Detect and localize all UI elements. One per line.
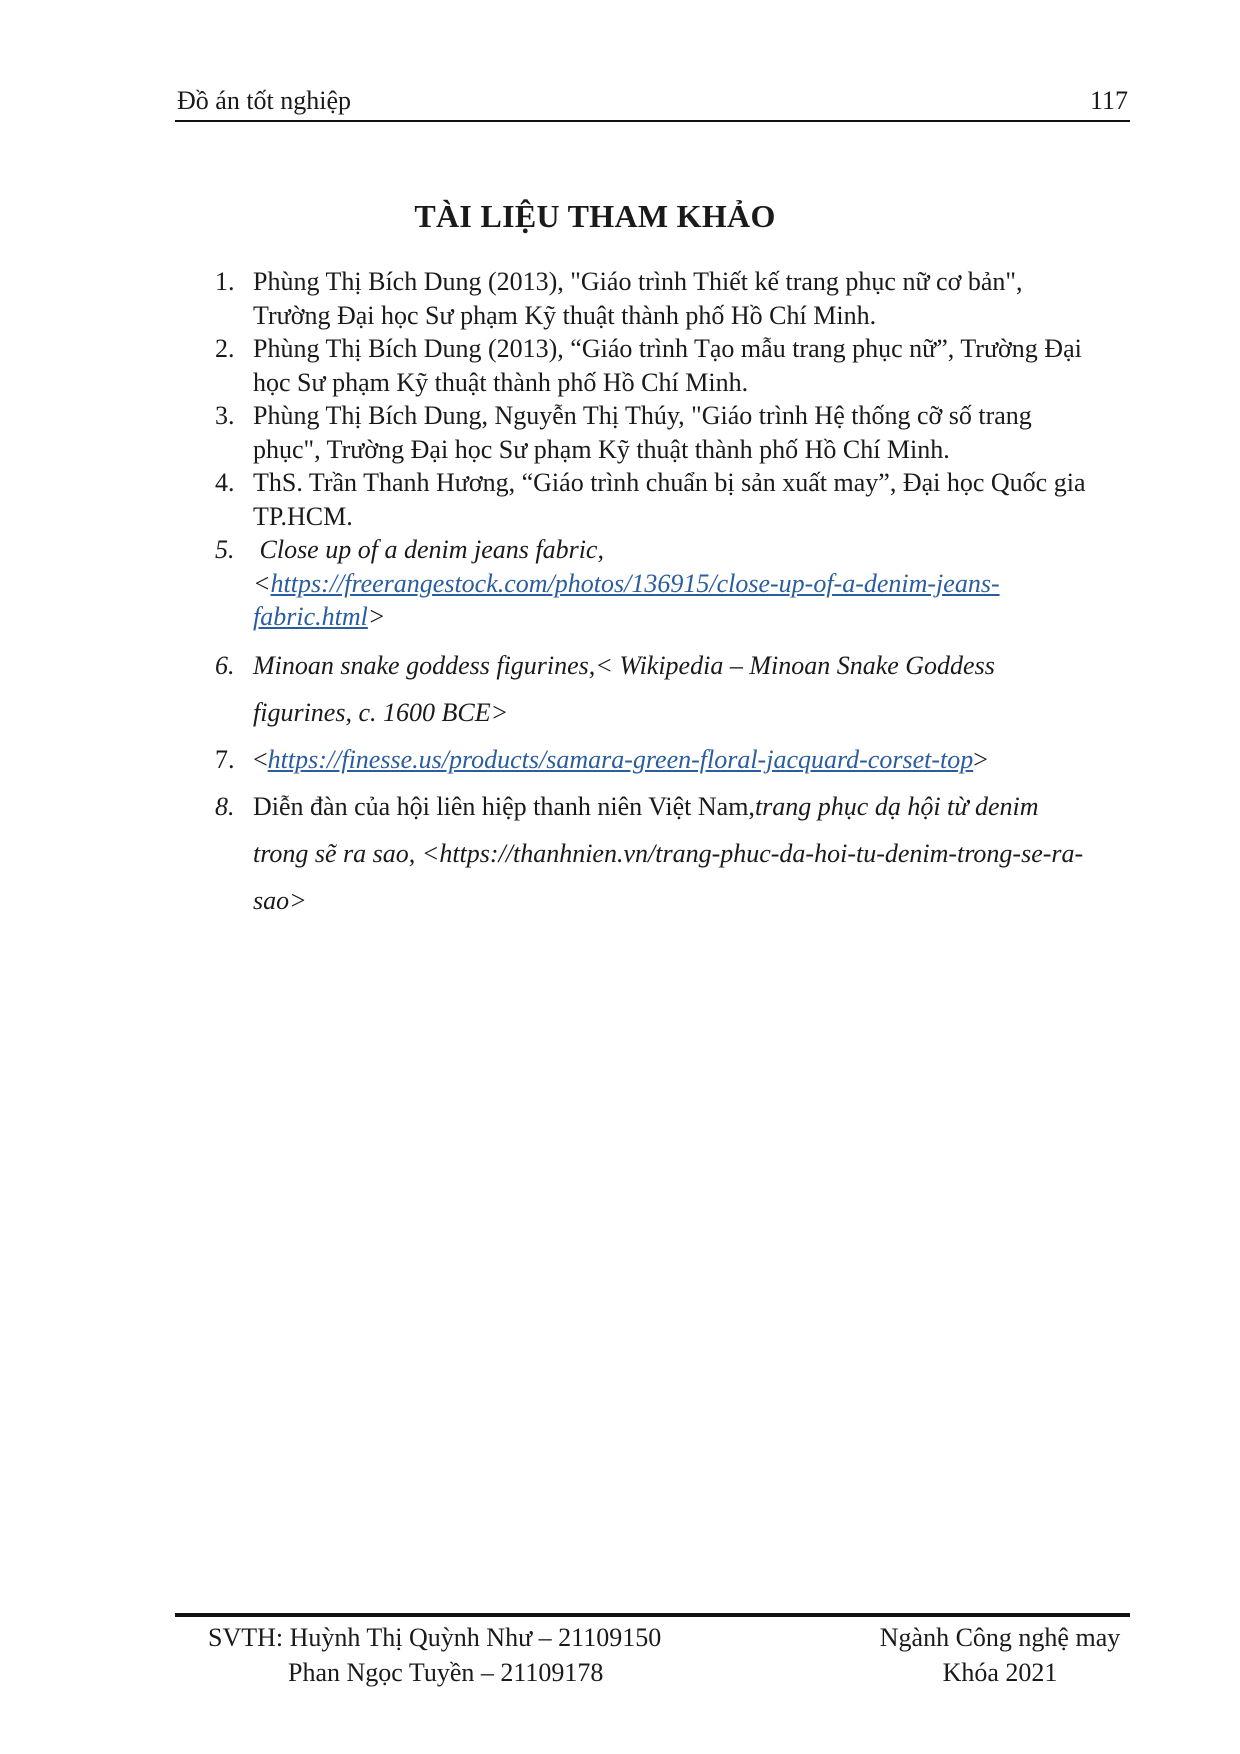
footer-major: Ngành Công nghệ may: [879, 1623, 1121, 1652]
reference-item-3: [175, 399, 1135, 466]
reference-item-2: [175, 332, 1135, 399]
reference-text-line: Minoan snake goddess figurines,< Wikipedia – Minoan Snake Goddess: [253, 650, 995, 680]
footer-program: [870, 1620, 1130, 1690]
reference-number: 3.: [215, 401, 235, 430]
reference-number: 8.: [215, 791, 235, 821]
reference-text-italic: trang phục dạ hội từ denim: [754, 791, 1039, 821]
reference-text-line: trong sẽ ra sao, <https://thanhnien.vn/trang-phuc-da-hoi-tu-denim-trong-se-ra-: [253, 838, 1084, 868]
page-title: TÀI LIỆU THAM KHẢO: [414, 198, 776, 234]
reference-link-line: [253, 567, 1135, 601]
reference-number: 4.: [215, 468, 235, 497]
reference-link-line: [253, 736, 1135, 783]
link-open-bracket: <: [253, 568, 271, 598]
reference-text-line: [253, 783, 1135, 830]
link-open-bracket: <: [253, 744, 268, 774]
reference-item-5: [175, 533, 1135, 634]
reference-text-plain: Diễn đàn của hội liên hiệp thanh niên Việt Nam,: [253, 791, 755, 821]
reference-link-continuation[interactable]: fabric.html: [253, 602, 368, 631]
reference-text-line: TP.HCM.: [253, 501, 353, 531]
reference-list: [175, 265, 1135, 924]
reference-item-1: [175, 265, 1135, 332]
reference-link-line: [253, 600, 1135, 634]
reference-link[interactable]: https://freerangestock.com/photos/136915/close-up-of-a-denim-jeans-: [270, 568, 1000, 598]
reference-number: 2.: [215, 334, 235, 363]
link-close-bracket: >: [367, 602, 386, 631]
reference-text-line: Phùng Thị Bích Dung (2013), “Giáo trình Tạo mẫu trang phục nữ”, Trường Đại: [253, 334, 1082, 363]
reference-text-line: sao>: [253, 885, 307, 915]
reference-text-line: Trường Đại học Sư phạm Kỹ thuật thành phố Hồ Chí Minh.: [253, 300, 877, 330]
reference-number: 7.: [215, 744, 235, 774]
reference-text-line: học Sư phạm Kỹ thuật thành phố Hồ Chí Minh.: [253, 367, 749, 397]
footer-authors: [208, 1620, 661, 1690]
reference-item-4: [175, 466, 1135, 533]
footer-author-2: Phan Ngọc Tuyền – 21109178: [288, 1658, 604, 1687]
reference-text-line: figurines, c. 1600 BCE>: [253, 697, 509, 727]
footer-author-1: SVTH: Huỳnh Thị Quỳnh Như – 21109150: [208, 1623, 662, 1652]
reference-text-line: Phùng Thị Bích Dung, Nguyễn Thị Thúy, "Giáo trình Hệ thống cỡ số trang: [253, 401, 1032, 430]
reference-number: 1.: [215, 267, 235, 296]
link-close-bracket: >: [973, 744, 988, 774]
reference-text-line: Phùng Thị Bích Dung (2013), "Giáo trình Thiết kế trang phục nữ cơ bản",: [253, 267, 1023, 296]
header-document-type: Đồ án tốt nghiệp: [177, 86, 352, 115]
reference-text-line: Close up of a denim jeans fabric,: [253, 535, 604, 564]
reference-item-6: [175, 642, 1135, 736]
footer-divider: [175, 1613, 1130, 1617]
reference-item-7: [175, 736, 1135, 783]
page-number: 117: [1089, 86, 1128, 115]
page-header: [175, 84, 1130, 122]
reference-text-line: phục", Trường Đại học Sư phạm Kỹ thuật thành phố Hồ Chí Minh.: [253, 434, 950, 464]
reference-item-8: [175, 783, 1135, 924]
reference-text-line: ThS. Trần Thanh Hương, “Giáo trình chuẩn bị sản xuất may”, Đại học Quốc gia: [253, 468, 1086, 497]
reference-number: 6.: [215, 650, 235, 680]
footer-cohort: Khóa 2021: [942, 1658, 1058, 1687]
reference-number: 5.: [215, 535, 235, 564]
reference-link[interactable]: https://finesse.us/products/samara-green-floral-jacquard-corset-top: [267, 744, 974, 774]
